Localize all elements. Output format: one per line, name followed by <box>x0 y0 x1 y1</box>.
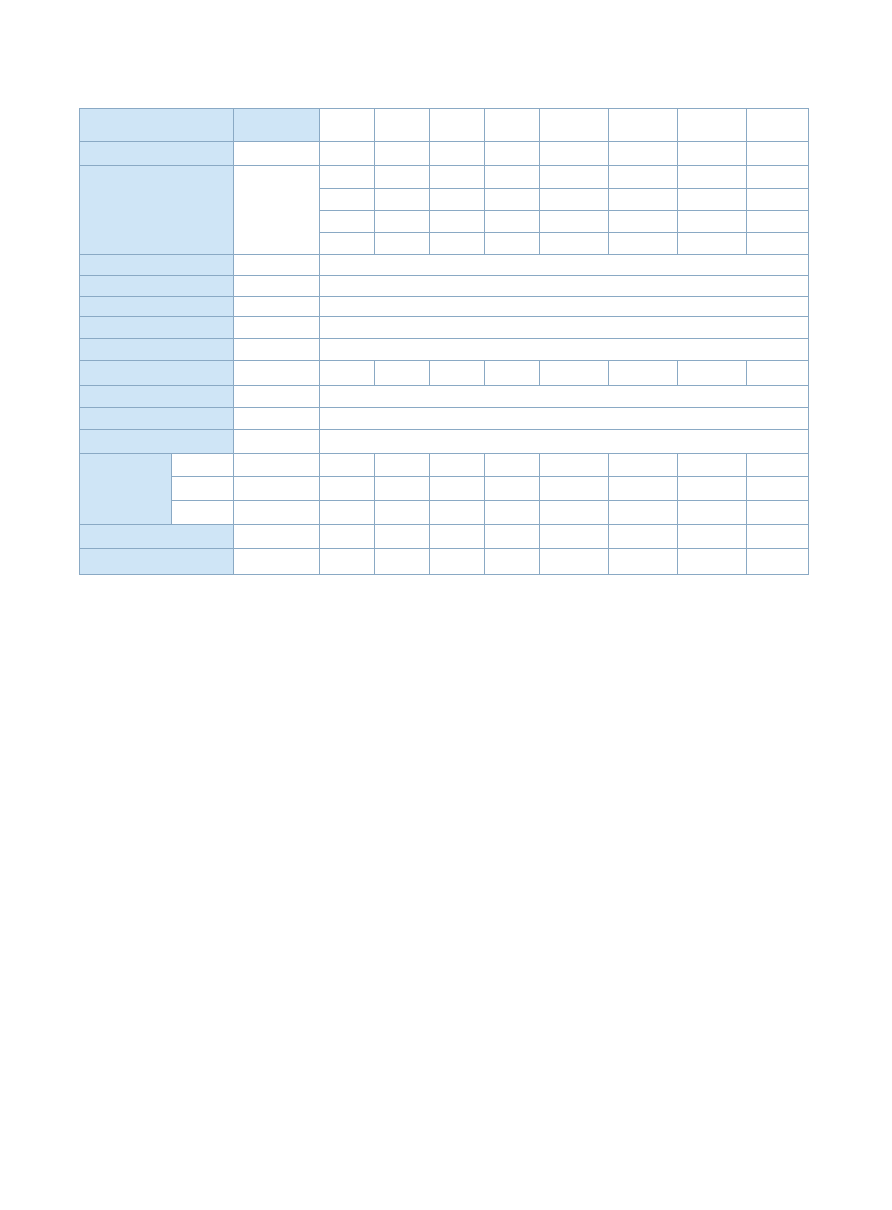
dimension-w-value <box>485 477 540 501</box>
air-delivery-value <box>678 211 747 233</box>
dimension-h-value <box>678 501 747 525</box>
air-delivery-value <box>375 211 430 233</box>
outlet-label <box>80 549 234 575</box>
air-delivery-value <box>485 233 540 255</box>
power-label <box>80 142 234 166</box>
start-unit <box>234 430 320 454</box>
outlet-value <box>430 549 485 575</box>
dimension-h-value <box>540 501 609 525</box>
air-delivery-value <box>320 233 375 255</box>
dimension-unit <box>234 501 320 525</box>
dimensions-label <box>80 454 172 525</box>
air-delivery-value <box>540 189 609 211</box>
air-delivery-value <box>609 233 678 255</box>
water-temp-label <box>80 297 234 317</box>
model-header <box>80 109 234 142</box>
power-value <box>430 142 485 166</box>
noise-value <box>375 361 430 386</box>
power-supply-unit <box>234 408 320 430</box>
noise-value <box>747 361 809 386</box>
dimension-h-value <box>609 501 678 525</box>
air-delivery-value <box>430 166 485 189</box>
air-delivery-value <box>540 211 609 233</box>
air-delivery-value <box>609 211 678 233</box>
dimension-h-value <box>747 501 809 525</box>
air-delivery-value <box>485 189 540 211</box>
dimension-unit <box>234 477 320 501</box>
air-delivery-value <box>320 189 375 211</box>
dimension-l-value <box>430 454 485 477</box>
outlet-value <box>609 549 678 575</box>
weight-unit <box>234 525 320 549</box>
model-name <box>747 109 809 142</box>
air-delivery-value <box>375 189 430 211</box>
dimension-l-value <box>485 454 540 477</box>
noise-label <box>80 361 234 386</box>
outlet-value <box>540 549 609 575</box>
model-name <box>430 109 485 142</box>
dimension-unit <box>234 454 320 477</box>
weight-value <box>609 525 678 549</box>
water-pressure-value <box>320 317 809 339</box>
weight-value <box>320 525 375 549</box>
dimension-w-value <box>540 477 609 501</box>
cooling-value <box>320 276 809 297</box>
weight-value <box>540 525 609 549</box>
drive-unit <box>234 386 320 408</box>
dimension-l-label <box>172 454 234 477</box>
power-unit <box>234 142 320 166</box>
air-delivery-value <box>540 233 609 255</box>
water-temp-value <box>320 297 809 317</box>
outlet-value <box>485 549 540 575</box>
air-delivery-value <box>747 211 809 233</box>
air-delivery-value <box>430 189 485 211</box>
stage-value <box>320 255 809 276</box>
outlet-value <box>375 549 430 575</box>
air-delivery-value <box>320 166 375 189</box>
dimension-h-value <box>430 501 485 525</box>
start-label <box>80 430 234 454</box>
noise-value <box>430 361 485 386</box>
dimension-h-value <box>320 501 375 525</box>
dimension-w-value <box>678 477 747 501</box>
air-delivery-value <box>747 166 809 189</box>
water-pressure-label <box>80 317 234 339</box>
air-delivery-value <box>678 233 747 255</box>
dimension-w-value <box>747 477 809 501</box>
stage-label <box>80 255 234 276</box>
dimension-w-value <box>430 477 485 501</box>
cooling-unit <box>234 276 320 297</box>
air-delivery-value <box>609 189 678 211</box>
spec-table-1 <box>79 108 809 575</box>
noise-value <box>678 361 747 386</box>
model-name <box>320 109 375 142</box>
weight-label <box>80 525 234 549</box>
dimension-h-label <box>172 501 234 525</box>
air-delivery-value <box>375 166 430 189</box>
stage-unit <box>234 255 320 276</box>
air-delivery-value <box>540 166 609 189</box>
power-value <box>678 142 747 166</box>
outlet-value <box>678 549 747 575</box>
dimension-h-value <box>485 501 540 525</box>
model-name <box>540 109 609 142</box>
air-delivery-value <box>678 166 747 189</box>
start-value <box>320 430 809 454</box>
weight-value <box>678 525 747 549</box>
weight-value <box>747 525 809 549</box>
dimension-w-label <box>172 477 234 501</box>
drive-label <box>80 386 234 408</box>
air-delivery-value <box>747 233 809 255</box>
water-temp-unit <box>234 297 320 317</box>
weight-value <box>375 525 430 549</box>
power-value <box>747 142 809 166</box>
model-name <box>609 109 678 142</box>
model-name <box>375 109 430 142</box>
noise-unit <box>234 361 320 386</box>
dimension-l-value <box>678 454 747 477</box>
dimension-l-value <box>540 454 609 477</box>
outlet-unit <box>234 549 320 575</box>
air-delivery-value <box>678 189 747 211</box>
exhaust-temp-unit <box>234 339 320 361</box>
noise-value <box>320 361 375 386</box>
drive-value <box>320 386 809 408</box>
air-delivery-value <box>747 189 809 211</box>
outlet-value <box>747 549 809 575</box>
power-value <box>609 142 678 166</box>
dimension-w-value <box>609 477 678 501</box>
water-pressure-unit <box>234 317 320 339</box>
air-delivery-value <box>485 166 540 189</box>
dimension-l-value <box>609 454 678 477</box>
power-supply-label <box>80 408 234 430</box>
dimension-l-value <box>375 454 430 477</box>
air-delivery-value <box>375 233 430 255</box>
power-value <box>375 142 430 166</box>
model-name <box>485 109 540 142</box>
exhaust-temp-value <box>320 339 809 361</box>
air-delivery-value <box>430 211 485 233</box>
dimension-h-value <box>375 501 430 525</box>
air-delivery-label <box>80 166 234 255</box>
air-delivery-value <box>485 211 540 233</box>
exhaust-temp-label <box>80 339 234 361</box>
power-value <box>320 142 375 166</box>
dimension-l-value <box>747 454 809 477</box>
noise-value <box>485 361 540 386</box>
power-supply-value <box>320 408 809 430</box>
noise-value <box>609 361 678 386</box>
air-delivery-value <box>609 166 678 189</box>
model-name <box>678 109 747 142</box>
air-delivery-value <box>320 211 375 233</box>
power-value <box>540 142 609 166</box>
dimension-l-value <box>320 454 375 477</box>
outlet-value <box>320 549 375 575</box>
power-value <box>485 142 540 166</box>
noise-value <box>540 361 609 386</box>
weight-value <box>430 525 485 549</box>
air-delivery-unit <box>234 166 320 255</box>
unit-header <box>234 109 320 142</box>
dimension-w-value <box>375 477 430 501</box>
air-delivery-value <box>430 233 485 255</box>
dimension-w-value <box>320 477 375 501</box>
cooling-label <box>80 276 234 297</box>
weight-value <box>485 525 540 549</box>
